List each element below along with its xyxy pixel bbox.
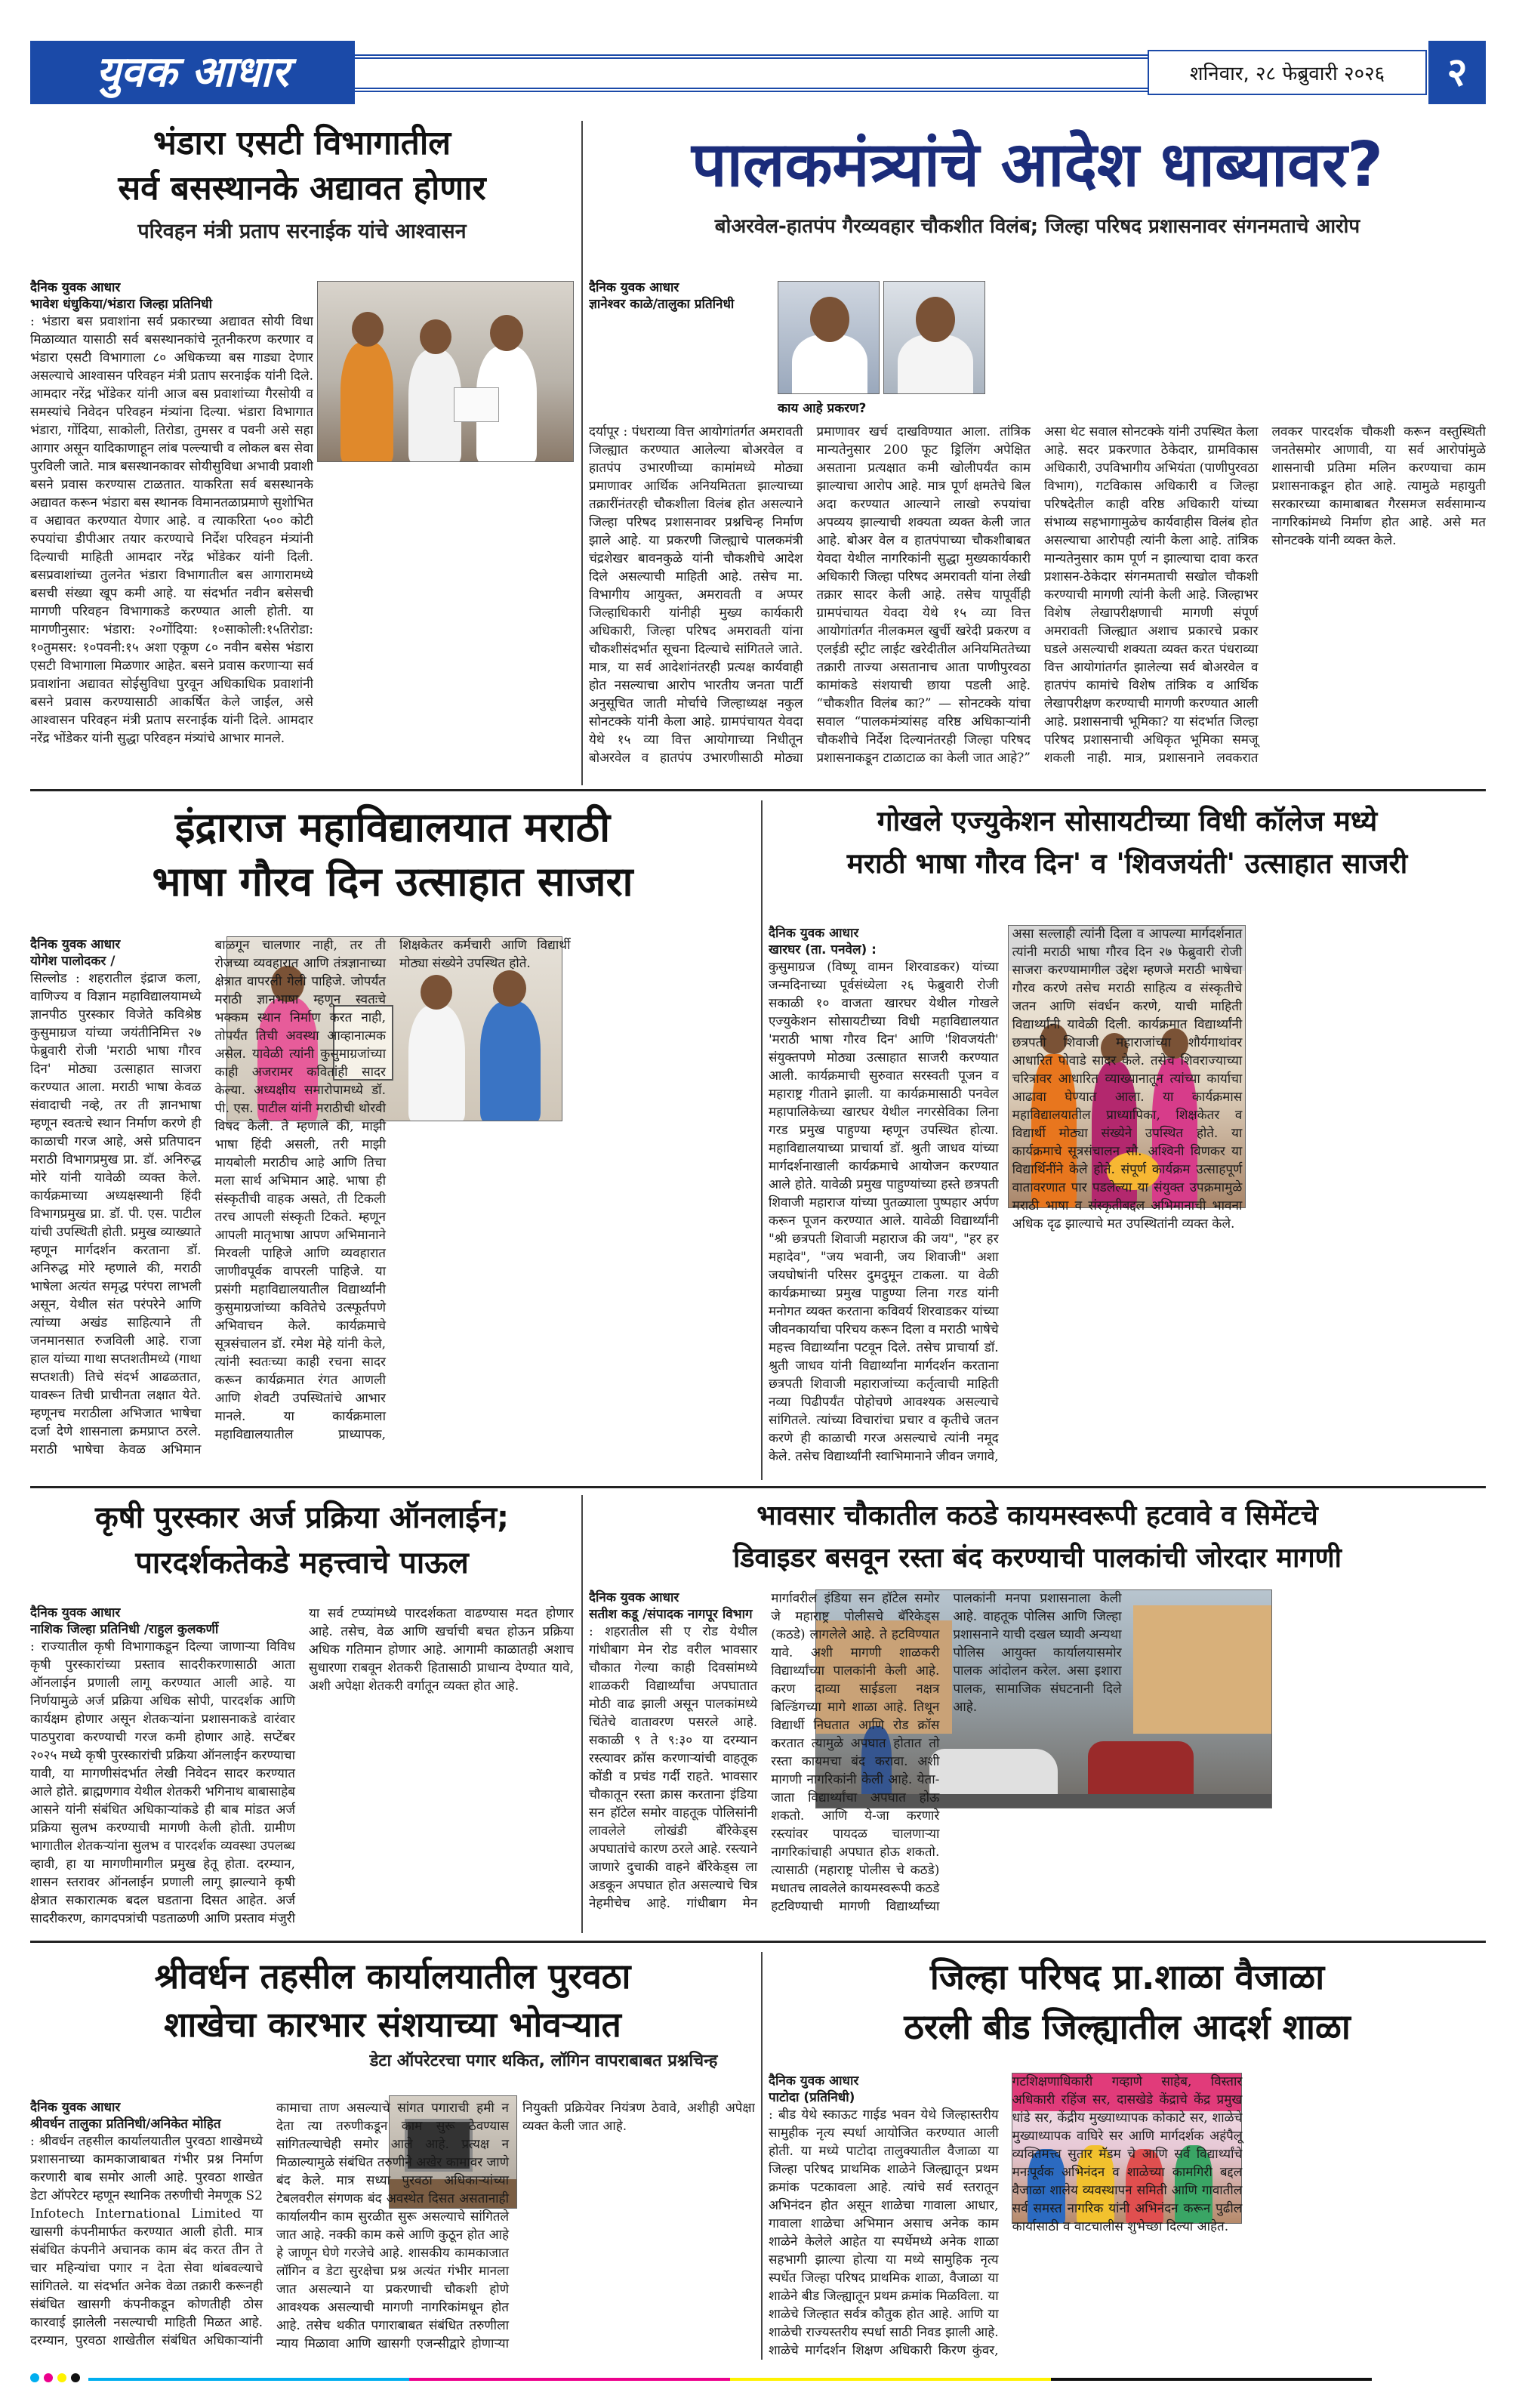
story-subheadline: डेटा ऑपरेटरचा पगार थकित, लॉगिन वापराबाबत प्रश्नचिन्ह xyxy=(369,2052,718,2070)
story-gokhale-body xyxy=(769,925,1486,1469)
story-headline: भावसार चौकातील कठडे कायमस्वरूपी हटवावे व सिमेंटचे xyxy=(756,1500,1318,1531)
story-body-wrap xyxy=(589,1589,1486,1929)
photo-caption: काय आहे प्रकरण? xyxy=(778,401,867,416)
story-vaijala-body xyxy=(769,2073,1486,2360)
story-byline: दैनिक युवक आधार xyxy=(30,1605,121,1620)
story-byline: दैनिक युवक आधार xyxy=(30,280,121,295)
story-reporter: ज्ञानेश्वर काळे/तालुका प्रतिनिधी xyxy=(589,297,735,312)
story-byline: दैनिक युवक आधार xyxy=(769,926,859,941)
story-headline-line2: शाखेचा कारभार संशयाच्या भोवऱ्यात xyxy=(164,2004,621,2045)
column-divider xyxy=(761,800,763,1480)
story-headline: गोखले एज्युकेशन सोसायटीच्या विधी कॉलेज मध्ये xyxy=(877,805,1378,837)
story-headline-line2: सर्व बसस्थानके अद्यावत होणार xyxy=(118,169,486,208)
story-headline: जिल्हा परिषद प्रा.शाळा वैजाळा xyxy=(929,1956,1325,1997)
story-reporter: सतीश कडू /संपादक नागपूर विभाग xyxy=(589,1607,753,1622)
section-divider xyxy=(30,1486,1486,1488)
story-body: : बीड येथे स्काऊट गाईड भवन येथे जिल्हास्तरीय सामुहीक नृत्य स्पर्धा आयोजित करण्यात आली होती. या मध्ये पाटोदा तालुक्यातील वैजाळा या जिल्हा परिषद प्राथमिक शाळेने जिल्ह्यातून प्रथम क्रमांक पटकावला आहे. त्यांचे सर्व स्तरातून अभिनंदन होत असून शाळेचा गावाला आधार, गावाला शाळेचा अभिमान असाच अनेक काम शाळेने केलेले आहेत या स्पर्धेमध्ये अनेक शाळा सहभागी झाल्या होत्या या मध्ये सामुहिक नृत्य स्पर्धेत जिल्हा परिषद प्राथमिक शाळा, वैजाळा या शाळेने बीड जिल्ह्यातून प्रथम क्रमांक मिळविला. या शाळेचे जिल्हात सर्वत्र कौतुक होत आहे. आणि या शाळेची राज्यस्तरीय स्पर्धा साठी निवड झाली आहे. शाळेचे मार्गदर्शन शिक्षण अधिकारी किरण कुंवर, गटशिक्षणाधिकारी गव्हाणे साहेब, विस्तार अधिकारी रहिंज सर, दासखेडे केंद्राचे केंद्र प्रमुख धांडे सर, केंद्रीय मुख्याध्यापक कोकाटे सर, शाळेचे मुख्याध्यापक वाघिरे सर आणि मार्गदर्शक अहंपैलू व्यक्तिमत्त्व सुतार मॅडम चे आणि सर्व विद्यार्थ्यांचे मनःपूर्वक अभिनंदन व शाळेच्या कामगिरी बद्दल वैजाळा शालेय व्यवस्थापन समिती आणि गावातील सर्व समस्त नागरिक यांनी अभिनंदन करून पुढील कार्यासाठी व वाटचालीस शुभेच्छा दिल्या आहेत. xyxy=(769,2074,1243,2358)
column-divider xyxy=(581,1495,583,1933)
story-body: : श्रीवर्धन तहसील कार्यालयातील पुरवठा शाखेमध्ये प्रशासनाच्या कामकाजाबाबत गंभीर प्रश्न निर्माण करणारी बाब समोर आली आहे. पुरवठा शाखेत डेटा ऑपरेटर म्हणून स्थानिक तरुणीची नेमणूक S2 Infotech International Limited या खासगी कंपनीमार्फत करण्यात आली होती. मात्र संबंधित कंपनीने अचानक काम बंद करत तीन ते चार महिन्यांचा पगार न देता सेवा थांबवल्याचे सांगितले. या संदर्भात अनेक वेळा तक्रारी करूनही संबंधित खासगी कंपनीकडून कोणतीही ठोस कारवाई झालेली नसल्याची माहिती मिळत आहे. दरम्यान, पुरवठा शाखेतील संबंधित अधिकाऱ्यांनी कामाचा ताण असल्याचे सांगत पगाराची हमी न देता त्या तरुणीकडून काम सुरू ठेवण्यास सांगितल्याचेही समोर आले आहे. प्रत्यक्ष न मिळाल्यामुळे संबंधित तरुणीने अखेर कामावर जाणे बंद केले. मात्र सध्या पुरवठा अधिकाऱ्यांच्या टेबलवरील संगणक बंद अवस्थेत दिसत असतानाही कार्यालयीन काम सुरळीत सुरू असल्याचे सांगितले जात आहे. नक्की काम कसे आणि कुठून होत आहे हे जाणून घेणे गरजेचे आहे. शासकीय कामकाजात लॉगिन व डेटा सुरक्षेचा प्रश्न अत्यंत गंभीर मानला जात असल्याने या प्रकरणाची चौकशी होणे आवश्यक असल्याची मागणी नागरिकांमधून होत आहे. तसेच थकीत पगाराबाबत संबंधित तरुणीला न्याय मिळावा आणि खासगी एजन्सीद्वारे होणाऱ्या नियुक्ती प्रक्रियेवर नियंत्रण ठेवावे, अशीही अपेक्षा व्यक्त केली जात आहे. xyxy=(30,2101,755,2351)
story-body-wrap xyxy=(30,1605,574,1929)
story-reporter: भावेश धंधुकिया/भंडारा जिल्हा प्रतिनिधी xyxy=(30,297,213,312)
story-headline-line2: पारदर्शकतेकडे महत्त्वाचे पाऊल xyxy=(135,1546,469,1580)
story-body: दर्यापूर : पंधराव्या वित्त आयोगांतर्गत अमरावती जिल्ह्यात करण्यात आलेल्या बोअरवेल व हातपंप उभारणीच्या कामांमध्ये मोठ्या प्रमाणावर आर्थिक अनियमितता झाल्याच्या तक्रारींनंतरही चौकशीला विलंब होत असल्याने जिल्हा परिषद प्रशासनावर प्रश्नचिन्ह निर्माण झाले आहे. या प्रकरणी जिल्ह्याचे पालकमंत्री चंद्रशेखर बावनकुळे यांनी चौकशीचे आदेश दिले असल्याची माहिती आहे. तसेच मा. विभागीय आयुक्त, अमरावती व अप्पर जिल्हाधिकारी यांनीही मुख्य कार्यकारी अधिकारी, जिल्हा परिषद अमरावती यांना चौकशीसंदर्भात सूचना दिल्याचे सांगितले जाते. मात्र, या सर्व आदेशांनंतरही प्रत्यक्ष कार्यवाही होत नसल्याचा आरोप भारतीय जनता पार्टी अनुसूचित जाती मोर्चाचे जिल्हाध्यक्ष नकुल सोनटक्के यांनी केला आहे. ग्रामपंचायत येवदा येथे १५ व्या वित्त आयोगाच्या निधीतून बोअरवेल व हातपंप उभारणीसाठी मोठ्या प्रमाणावर खर्च दाखविण्यात आला. तांत्रिक मान्यतेनुसार 200 फूट ड्रिलिंग अपेक्षित असताना प्रत्यक्षात कमी खोलीपर्यंत काम झाल्याचा आरोप आहे. मात्र पूर्ण क्षमतेचे बिल अदा करण्यात आल्याने लाखो रुपयांचा अपव्यय झाल्याची शक्यता व्यक्त केली जात आहे. बोअर वेल व हातपंपाच्या चौकशीबाबत येवदा येथील नागरिकांनी सुद्धा मुख्यकार्यकारी अधिकारी जिल्हा परिषद अमरावती यांना लेखी तक्रार सादर केली आहे. तसेच यापूर्वीही ग्रामपंचायत येवदा येथे १५ व्या वित्त आयोगांतर्गत नीलकमल खुर्ची खरेदी प्रकरण व एलईडी स्ट्रीट लाईट खरेदीतील अनियमिततेच्या तक्रारी ताज्या असतानाच आता पाणीपुरवठा कामांकडे संशयाची छाया पडली आहे. “चौकशीत विलंब का?” — सोनटक्के यांचा सवाल “पालकमंत्र्यांसह वरिष्ठ अधिकाऱ्यांनी चौकशीचे निर्देश दिल्यानंतरही जिल्हा परिषद प्रशासनाकडून टाळाटाळ का केली जात आहे?” असा थेट सवाल सोनटक्के यांनी उपस्थित केला आहे. सदर प्रकरणात ठेकेदार, ग्रामविकास अधिकारी, उपविभागीय अभियंता (पाणीपुरवठा विभाग), गटविकास अधिकारी व जिल्हा परिषदेतील काही वरिष्ठ अधिकारी यांच्या संभाव्य सहभागामुळेच कार्यवाहीस विलंब होत असल्याचा आरोपही त्यांनी केला आहे. तांत्रिक मान्यतेनुसार काम पूर्ण न झाल्याचा दावा करत प्रशासन-ठेकेदार संगनमताची सखोल चौकशी करण्याची मागणी त्यांनी केली आहे. जिल्हाभर विशेष लेखापरीक्षणाची मागणी संपूर्ण अमरावती जिल्ह्यात अशाच प्रकारचे प्रकार घडले असल्याची शक्यता व्यक्त करत पंधराव्या वित्त आयोगांतर्गत झालेल्या सर्व बोअरवेल व हातपंप कामांचे विशेष तांत्रिक व आर्थिक लेखापरीक्षण करण्याची मागणी करण्यात आली आहे. प्रशासनाची भूमिका? या संदर्भात जिल्हा परिषद प्रशासनाची अधिकृत भूमिका समजू शकली नाही. मात्र, प्रशासनाने लवकरात लवकर पारदर्शक चौकशी करून वस्तुस्थिती जनतेसमोर आणावी, या सर्व आरोपांमुळे शासनाची प्रतिमा मलिन करण्याचा काम प्रशासनाकडून होत आहे. त्यामुळे महायुती सरकारच्या कामाबाबत गैरसमज सर्वसामान्य नागरिकांमध्ये निर्माण होत आहे. असे मत सोनटक्के यांनी व्यक्त केले. xyxy=(589,424,1486,766)
story-headline: इंद्राराज महाविद्यालयात मराठी xyxy=(174,803,611,851)
story-byline: दैनिक युवक आधार xyxy=(30,937,121,952)
story-byline: दैनिक युवक आधार xyxy=(769,2073,859,2089)
print-registration-marks xyxy=(30,2371,1486,2386)
story-vaijala xyxy=(769,1952,1486,2065)
story-body: : भंडारा बस प्रवाशांना सर्व प्रकारच्या अद्यावत सोयी विधा मिळाव्यात यासाठी सर्व बसस्थानकांचे नूतनीकरण करणार व भंडारा एसटी विभागाला ८० अधिकच्या बस गाड्या देणार असल्याचे आश्वासन परिवहन मंत्री प्रताप सरनाईक यांनी दिले. आमदार नरेंद्र भोंडेकर यांनी आज बस प्रवाशांच्या गैरसोयी व समस्यांचे निवेदन परिवहन मंत्र्यांना दिल्या. भंडारा विभागात भंडारा, गोंदिया, साकोली, तिरोडा, तुमसर व पवनी असे सहा आगार असून यादिकाणाहून लांब पल्ल्याची व लोकल बस सेवा पुरविली जाते. मात्र बसस्थानकावर सोयीसुविधा अभावी प्रवाशी बसने प्रवास करण्यास टाळतात. याकरिता सर्व बसस्थानके अद्यावत करून भंडारा बस स्थानक विमानतळाप्रमाणे सुशोभित व अद्यावत करण्यात येणार आहे. व त्याकरिता ५०० कोटी रुपयांचा डीपीआर तयार करण्याचे निर्देश परिवहन मंत्र्यांनी दिल्याची माहिती आमदार नरेंद्र भोंडेकर यांनी दिली. बसप्रवाशांच्या तुलनेत भंडारा विभागातील बस आगारामध्ये बसची संख्या खूप कमी आहे. या संदर्भात नवीन बसेसची मागणी परिवहन विभागाकडे करण्यात आली होती. या मागणीनुसार: भंडारा: २०गोंदिया: १०साकोली:१५तिरोडा: १०तुमसर: १०पवनी:१५ अशा एकूण ८० नवीन बसेस भंडारा एसटी विभागाला मिळणार आहेत. बसने प्रवास करणाऱ्या सर्व प्रवाशांना अद्यावत सोईसुविधा पुरवून अधिकाधिक प्रवाशांनी बसने प्रवास करण्यासाठी आकर्षित केले जाईल, असे आश्वासन परिवहन मंत्री प्रताप सरनाईक यांनी दिले. आमदार नरेंद्र भोंडेकर यांनी सुद्धा परिवहन मंत्र्यांचे आभार मानले. xyxy=(30,314,313,746)
story-gokhale xyxy=(769,800,1486,906)
story-headline-line2: ठरली बीड जिल्ह्यातील आदर्श शाळा xyxy=(904,2006,1351,2047)
story-shrivardhan xyxy=(30,1952,755,2095)
story-body: सिल्लोड : शहरातील इंद्राज कला, वाणिज्य व विज्ञान महाविद्यालयामध्ये ज्ञानपीठ पुरस्कार विजेते कविश्रेष्ठ कुसुमाग्रज यांच्या जयंतीनिमित्त २७ फेब्रुवारी रोजी 'मराठी भाषा गौरव दिन' मोठ्या उत्साहात साजरा करण्यात आला. मराठी भाषा केवळ संवादाची नव्हे, तर ती ज्ञानभाषा म्हणून स्वतःचे स्थान निर्माण करणे ही काळाची गरज आहे, असे प्रतिपादन मराठी विभागप्रमुख प्रा. डॉ. अनिरुद्ध मोरे यांनी यावेळी व्यक्त केले. कार्यक्रमाच्या अध्यक्षस्थानी हिंदी विभागप्रमुख प्रा. डॉ. पी. एस. पाटील यांची उपस्थिती होती. प्रमुख व्याख्याते म्हणून मार्गदर्शन करताना डॉ. अनिरुद्ध मोरे म्हणाले की, मराठी भाषेला अत्यंत समृद्ध परंपरा लाभली असून, येथील संत परंपरेने आणि त्यांच्या अखंड साहित्याने ती जनमानसात रुजविली आहे. राजा हाल यांच्या गाथा सप्तशतीमध्ये (गाथा सप्तशती) तिचे संदर्भ आढळतात, यावरून तिची प्राचीनता लक्षात येते. म्हणूनच मराठीला अभिजात भाषेचा दर्जा देणे शासनाला क्रमप्राप्त ठरले. मराठी भाषेचा केवळ अभिमान बाळगून चालणार नाही, तर ती रोजच्या व्यवहारात आणि तंत्रज्ञानाच्या क्षेत्रात वापरली गेली पाहिजे. जोपर्यंत मराठी ज्ञानभाषा म्हणून स्वतःचे भक्कम स्थान निर्माण करत नाही, तोपर्यंत तिची अवस्था आव्हानात्मक असेल. यावेळी त्यांनी कुसुमाग्रजांच्या काही अजरामर कवितांही सादर केल्या. अध्यक्षीय समारोपामध्ये डॉ. पी. एस. पाटील यांनी मराठीची थोरवी विषद केली. ते म्हणाले की, माझी भाषा हिंदी असली, तरी माझी मायबोली मराठीच आहे आणि तिचा मला सार्थ अभिमान आहे. भाषा ही संस्कृतीची वाहक असते, ती टिकली तरच आपली संस्कृती टिकते. म्हणून आपली मातृभाषा आपण अभिमानाने मिरवली पाहिजे आणि व्यवहारात जाणीवपूर्वक वापरली पाहिजे. या प्रसंगी महाविद्यालयातील विद्यार्थ्यांनी कुसुमाग्रजांच्या कवितेचे उत्स्फूर्तपणे अभिवाचन केले. कार्यक्रमाचे सूत्रसंचालन डॉ. रमेश मेहे यांनी केले, त्यांनी स्वतःच्या काही रचना सादर करून कार्यक्रमात रंगत आणली आणि शेवटी उपस्थितांचे आभार मानले. या कार्यक्रमाला महाविद्यालयातील प्राध्यापक, शिक्षकेतर कर्मचारी आणि विद्यार्थी मोठ्या संख्येने उपस्थित होते. xyxy=(30,938,571,1457)
story-body: : शहरातील सी ए रोड येथील गांधीबाग मेन रोड वरील भावसार चौकात गेल्या काही दिवसांमध्ये शाळकरी विद्यार्थ्यांचा अपघातात मोठी वाढ झाली असून पालकांमध्ये चिंतेचे वातावरण पसरले आहे. सकाळी ९ ते ९:३० या दरम्यान रस्त्यावर क्रॉस करणाऱ्यांची वाहतूक कोंडी व प्रचंड गर्दी राहते. भावसार चौकातून रस्ता क्रास करताना इंडिया सन हॉटेल समोर वाहतूक पोलिसांनी लावलेले लोखंडी बॅरिकेड्स अपघातांचे कारण ठरले आहे. रस्त्याने जाणारे दुचाकी वाहने बॅरिकेड्स ला अडकून अपघात होत असल्याचे चित्र नेहमीचेच आहे. गांधीबाग मेन मार्गावरील इंडिया सन हॉटेल समोर जे महाराष्ट्र पोलीसचे बॅरिकेड्स (कठडे) लागलेले आहे. ते हटविण्यात यावे. अशी मागणी शाळकरी विद्यार्थ्यांच्या पालकांनी केली आहे. करण दाव्या साईडला नक्षत्र बिल्डिंगच्या मागे शाळा आहे. तिथून विद्यार्थी निघतात आणि रोड क्रॉस करतात त्यामुळे अपघात होतात तो रस्ता कायमचा बंद करावा. अशी मागणी नागरिकांनी केली आहे. येता-जाता विद्यार्थ्यांचा अपघात होऊ शकतो. आणि ये-जा करणारे रस्त्यांवर पायदळ चालणाऱ्या नागरिकांचाही अपघात होऊ शकतो. त्यासाठी (महाराष्ट्र पोलीस चे कठडे) मधातच लावलेले कायमस्वरूपी कठडे हटविण्याची मागणी विद्यार्थ्यांच्या पालकांनी मनपा प्रशासनाला केली आहे. वाहतूक पोलिस आणि जिल्हा प्रशासनाने याची दखल घ्यावी अन्यथा पोलिस आयुक्त कार्यालयासमोर पालक आंदोलन करेल. असा इशारा पालक, सामाजिक संघटनानी दिले आहे. xyxy=(589,1591,1122,1914)
page-number: २ xyxy=(1428,41,1486,104)
story-palakmantri xyxy=(589,121,1486,272)
story-subheadline: परिवहन मंत्री प्रताप सरनाईक यांचे आश्वासन xyxy=(137,220,467,243)
masthead-logo: युवक आधार xyxy=(30,41,355,104)
story-headline: भंडारा एसटी विभागातील xyxy=(153,124,451,162)
story-reporter: खारघर (ता. पनवेल) : xyxy=(769,942,877,957)
column-divider xyxy=(761,1952,763,2360)
photo-bhandara-meeting xyxy=(317,281,574,462)
story-indraraj-body xyxy=(30,936,755,1465)
section-divider xyxy=(30,1941,1486,1943)
story-headline-line2: डिवाइडर बसवून रस्ता बंद करण्याची पालकांची जोरदार मागणी xyxy=(732,1543,1342,1574)
story-bhavsar-body xyxy=(589,1589,1486,1929)
story-body-wrap xyxy=(769,2073,1486,2360)
masthead xyxy=(30,41,1486,104)
masthead-rule xyxy=(355,54,1148,92)
story-krushi-body xyxy=(30,1605,574,1929)
story-headline: श्रीवर्धन तहसील कार्यालयातील पुरवठा xyxy=(154,1956,631,1996)
story-headline: पालकमंत्र्यांचे आदेश धाब्यावर? xyxy=(692,129,1383,201)
story-headline: कृषी पुरस्कार अर्ज प्रक्रिया ऑनलाईन; xyxy=(94,1500,510,1535)
story-reporter: पाटोदा (प्रतिनिधी) xyxy=(769,2090,855,2105)
story-reporter: योगेश पालोदकर / xyxy=(30,954,116,969)
story-indraraj xyxy=(30,800,755,921)
story-reporter: नाशिक जिल्हा प्रतिनिधी /राहुल कुलकर्णी xyxy=(30,1622,219,1637)
story-shrivardhan-body xyxy=(30,2099,755,2356)
section-divider xyxy=(30,789,1486,791)
story-byline: दैनिक युवक आधार xyxy=(589,280,679,295)
story-body: : राज्यातील कृषी विभागाकडून दिल्या जाणाऱ्या विविध कृषी पुरस्कारांच्या प्रस्ताव सादरीकरणासाठी आता ऑनलाईन प्रणाली लागू करण्यात आली आहे. या निर्णयामुळे अर्ज प्रक्रिया अधिक सोपी, पारदर्शक आणि कार्यक्षम होणार असून शेतकऱ्यांना प्रशासनाकडे वारंवार पाठपुरावा करण्याची गरज कमी होणार आहे. सप्टेंबर २०२५ मध्ये कृषी पुरस्कारांची प्रक्रिया ऑनलाईन करण्याचा यावी, या मागणीसंदर्भात लेखी निवेदन सादर करण्यात आले होते. ब्राह्मणगाव येथील शेतकरी भगिनाथ बाबासाहेब आसने यांनी संबंधित अधिकाऱ्यांकडे ही बाब मांडत अर्ज प्रक्रिया सुलभ करण्याची मागणी केली होती. ग्रामीण भागातील शेतकऱ्यांना सुलभ व पारदर्शक व्यवस्था उपलब्ध व्हावी, हा या मागणीमागील प्रमुख हेतू होता. दरम्यान, शासन स्तरावर ऑनलाईन प्रणाली लागू झाल्याने कृषी क्षेत्रात सकारात्मक बदल घडताना दिसत आहेत. अर्ज सादरीकरण, कागदपत्रांची पडताळणी आणि प्रस्ताव मंजुरी या सर्व टप्प्यांमध्ये पारदर्शकता वाढण्यास मदत होणार आहे. तसेच, वेळ आणि खर्चाची बचत होऊन प्रक्रिया अधिक गतिमान होणार आहे. आगामी काळातही अशाच सुधारणा राबवून शेतकरी हितासाठी प्राधान्य देण्यात यावे, अशी अपेक्षा शेतकरी वर्गातून व्यक्त होत आहे. xyxy=(30,1606,574,1926)
story-krushi xyxy=(30,1495,574,1593)
story-headline-line2: भाषा गौरव दिन उत्साहात साजरा xyxy=(152,858,633,905)
story-subheadline: बोअरवेल-हातपंप गैरव्यवहार चौकशीत विलंब; जिल्हा परिषद प्रशासनावर संगनमताचे आरोप xyxy=(714,215,1360,238)
story-bhavsar xyxy=(589,1495,1486,1586)
story-body-wrap xyxy=(30,2099,755,2356)
masthead-date: शनिवार, २८ फेब्रुवारी २०२६ xyxy=(1148,50,1427,95)
story-byline: दैनिक युवक आधार xyxy=(30,2100,121,2115)
story-body-wrap xyxy=(30,936,755,1465)
story-palakmantri-body xyxy=(589,310,1486,782)
story-bhandara-text-right xyxy=(317,468,574,782)
story-body-wrap xyxy=(769,925,1486,1469)
story-reporter: श्रीवर्धन तालुका प्रतिनिधी/अनिकेत मोहित xyxy=(30,2117,221,2132)
column-divider xyxy=(581,121,583,785)
story-byline: दैनिक युवक आधार xyxy=(589,1590,679,1605)
story-headline-line2: मराठी भाषा गौरव दिन' व 'शिवजयंती' उत्साहात साजरी xyxy=(846,847,1408,880)
story-bhandara-text-left xyxy=(30,279,313,782)
story-body: कुसुमाग्रज (विष्णू वामन शिरवाडकर) यांच्या जन्मदिनाच्या पूर्वसंध्येला २६ फेब्रुवारी रोजी सकाळी १० वाजता खारघर येथील गोखले एज्युकेशन सोसायटीच्या विधी महाविद्यालयात 'मराठी भाषा गौरव दिन' आणि 'शिवजयंती' संयुक्तपणे मोठ्या उत्साहात साजरी करण्यात आली. कार्यक्रमाची सुरुवात सरस्वती पूजन व महाराष्ट्र गीताने झाली. या कार्यक्रमासाठी पनवेल महापालिकेच्या खारघर येथील नगरसेविका लिना गरड प्रमुख पाहुण्या म्हणून उपस्थित होत्या. महाविद्यालयाच्या प्राचार्या डॉ. श्रुती जाधव यांच्या मार्गदर्शनाखाली कार्यक्रमाचे आयोजन करण्यात आले होते. यावेळी प्रमुख पाहुण्यांच्या हस्ते छत्रपती शिवाजी महाराज यांच्या पुतळ्याला पुष्पहार अर्पण करून पूजन करण्यात आले. यावेळी विद्यार्थ्यांनी "श्री छत्रपती शिवाजी महाराज की जय", "हर हर महादेव", "जय भवानी, जय शिवाजी" अशा जयघोषांनी परिसर दुमदुमून टाकला. या वेळी कार्यक्रमाच्या प्रमुख पाहुण्या लिना गरड यांनी मनोगत व्यक्त करताना कविवर्य शिरवाडकर यांच्या जीवनकार्याचा परिचय करून दिला व मराठी भाषेचे महत्त्व विद्यार्थ्यांना पटवून दिले. तसेच प्राचार्या डॉ. श्रुती जाधव यांनी विद्यार्थ्यांना मार्गदर्शन करताना छत्रपती शिवाजी महाराजांच्या कर्तृत्वाची माहिती नव्या पिढीपर्यंत पोहोचणे आवश्यक असल्याचे सांगितले. त्यांच्या विचारांचा प्रचार व कृतीचे जतन करणे ही काळाची गरज असल्याचे त्यांनी नमूद केले. तसेच विद्यार्थ्यांनी स्वाभिमानाने जीवन जगावे, असा सल्लाही त्यांनी दिला व आपल्या मार्गदर्शनात त्यांनी मराठी भाषा गौरव दिन २७ फेब्रुवारी रोजी साजरा करण्यामागील उद्देश म्हणजे मराठी भाषेचा गौरव करणे तसेच मराठी साहित्य व संस्कृतीचे जतन आणि संवर्धन करणे, याची माहिती विद्यार्थ्यांनी यावेळी दिली. कार्यक्रमात विद्यार्थ्यांनी छत्रपती शिवाजी महाराजांच्या शौर्यगाथांवर आधारित पोवाडे सादर केले. तसेच शिवराज्याच्या चरित्रावर आधारित व्याख्यानातून त्यांच्या कार्याचा आढावा घेण्यात आला. या कार्यक्रमास महाविद्यालयातील प्राध्यापिका, शिक्षकेतर व विद्यार्थी मोठ्या संख्येने उपस्थित होते. या कार्यक्रमाचे सूत्रसंचालन सौ. अश्विनी विणकर या विद्यार्थिनींने केले होते. संपूर्ण कार्यक्रम उत्साहपूर्ण वातावरणात पार पडलेल्या या संयुक्त उपक्रमामुळे मराठी भाषा व संस्कृतीबद्दल अभिमानाची भावना अधिक दृढ झाल्याचे मत उपस्थितांनी व्यक्त केले. xyxy=(769,927,1243,1464)
